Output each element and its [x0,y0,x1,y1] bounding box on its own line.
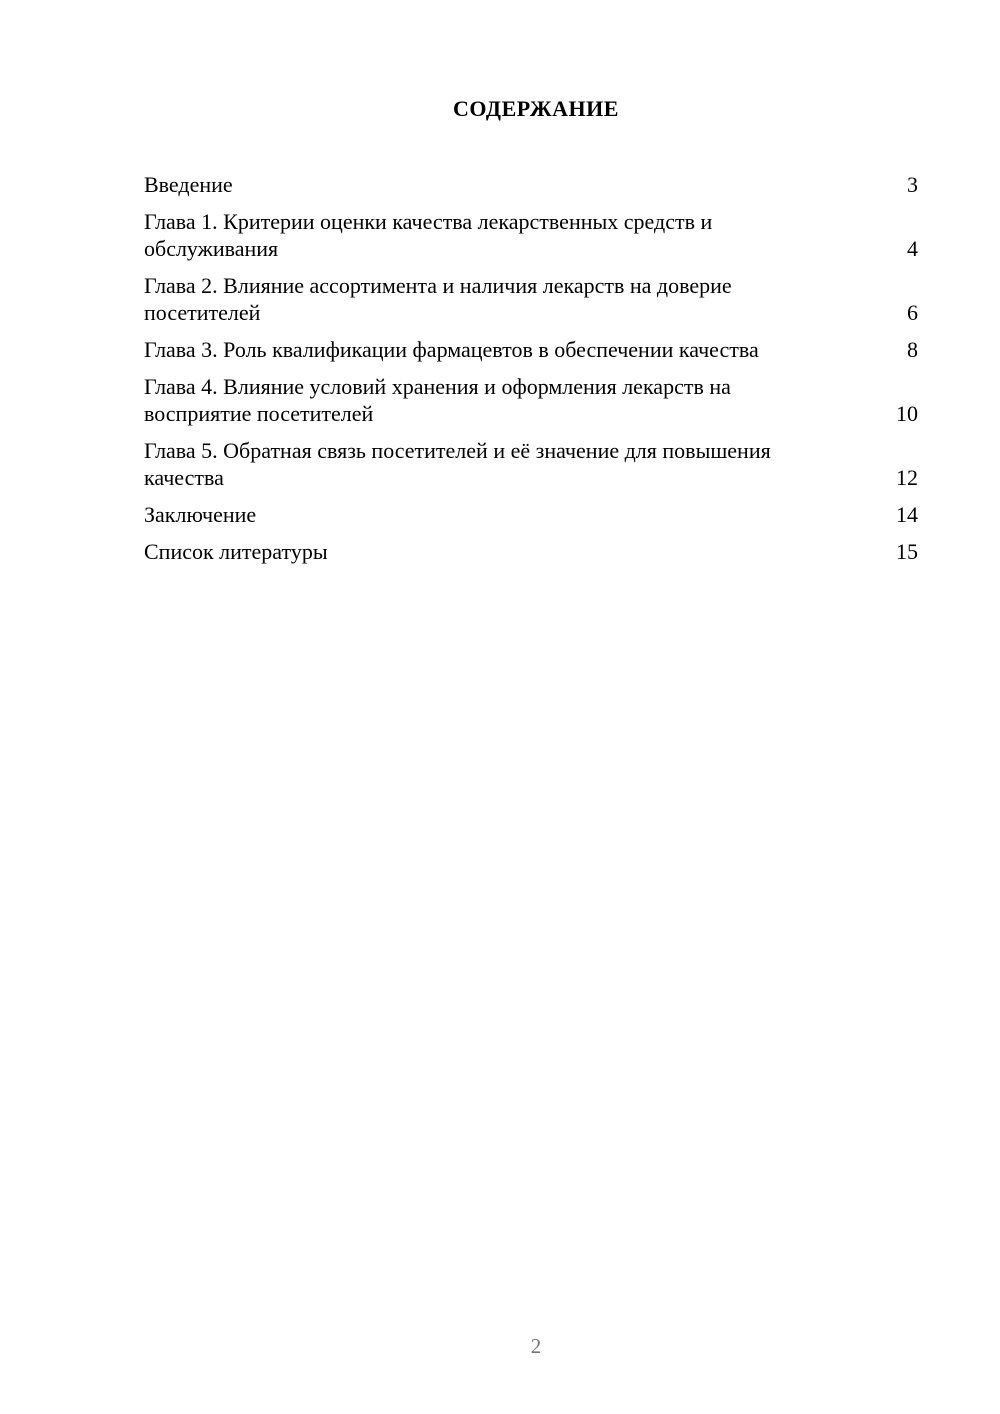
toc-entry-page: 14 [896,502,918,527]
toc-entry-chapter-4 [144,373,918,427]
toc-entry-page: 12 [896,465,918,490]
toc-entry-title: Глава 4. Влияние условий хранения и оформления лекарств на восприятие посетителей [144,374,731,426]
toc-entry-title: Введение [144,172,233,197]
toc-entry-title: Глава 2. Влияние ассортимента и наличия лекарств на доверие посетителей [144,273,732,325]
toc-entry-bibliography [144,538,918,565]
toc-entry-title: Глава 5. Обратная связь посетителей и её значение для повышения качества [144,438,771,490]
toc-entry-title: Глава 3. Роль квалификации фармацевтов в обеспечении качества [144,337,759,362]
toc-entry-page: 3 [907,172,918,197]
toc-entry-introduction [144,171,918,198]
toc-entry-page: 6 [907,300,918,325]
toc-entry-title: Заключение [144,502,257,527]
toc-entry-chapter-3 [144,336,918,363]
page-number: 2 [530,1334,542,1358]
toc-entry-chapter-5 [144,437,918,491]
toc-entry-title: Глава 1. Критерии оценки качества лекарственных средств и обслуживания [144,209,713,261]
toc-entry-conclusion [144,501,918,528]
toc-entry-page: 8 [907,337,918,362]
table-of-contents [144,171,918,575]
toc-entry-chapter-1 [144,208,918,262]
toc-entry-title: Список литературы [144,539,328,564]
toc-entry-page: 15 [896,539,918,564]
page-title: СОДЕРЖАНИЕ [453,96,619,121]
toc-entry-chapter-2 [144,272,918,326]
toc-entry-page: 10 [896,401,918,426]
toc-entry-page: 4 [907,236,918,261]
